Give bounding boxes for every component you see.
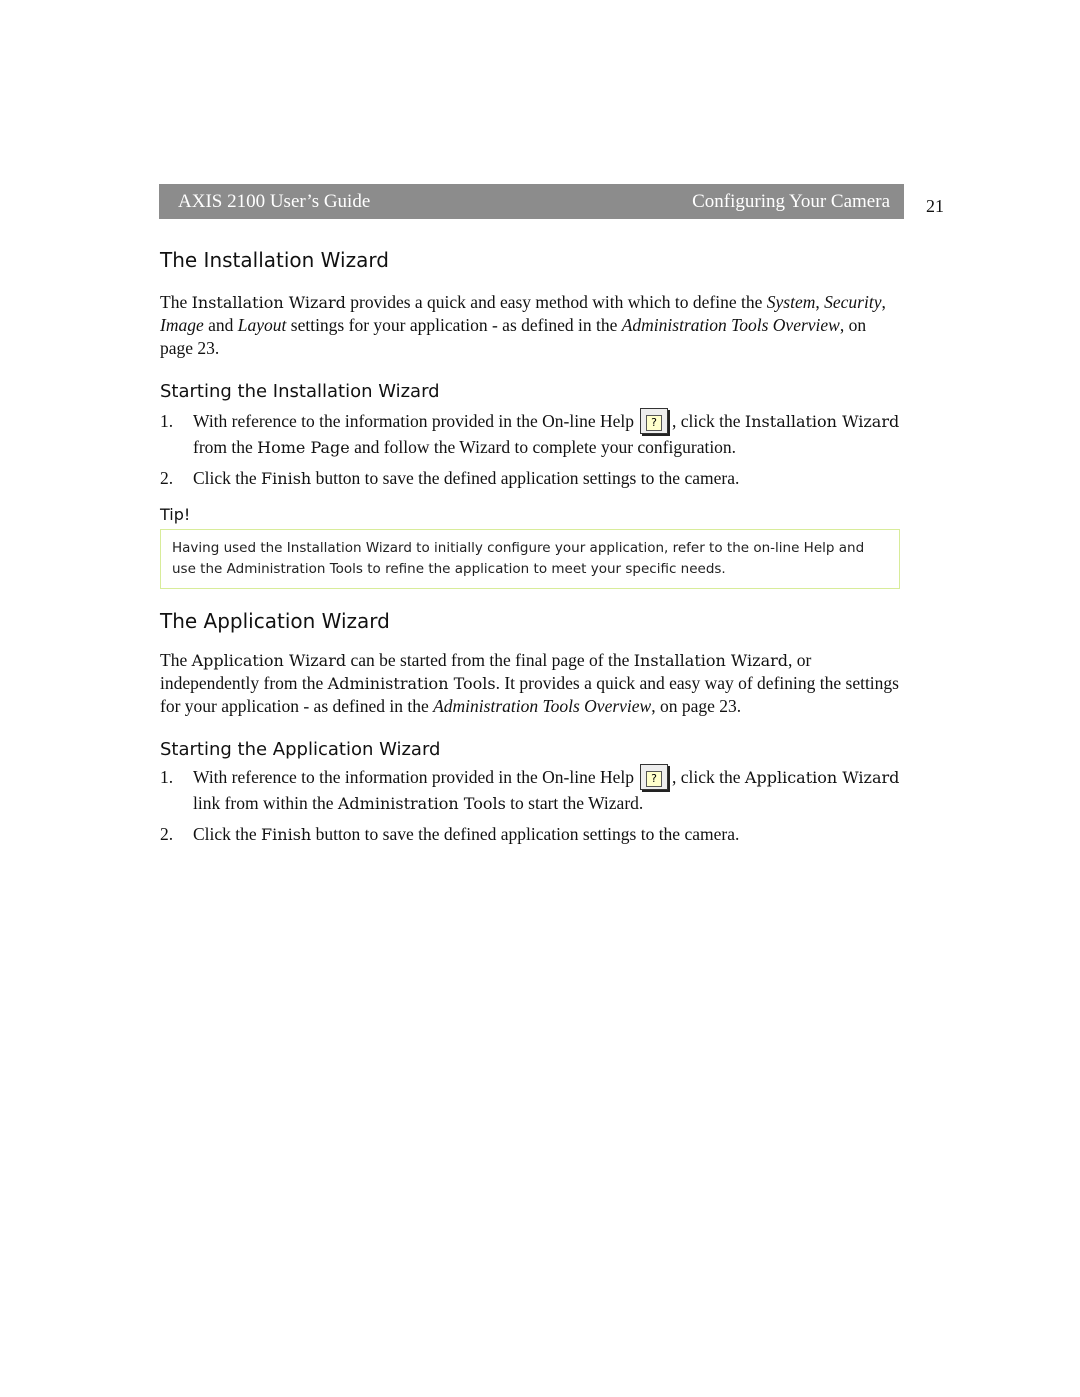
installation-step-2: 2. Click the Finish button to save the defined application settings to the camera.: [160, 468, 740, 488]
installation-wizard-intro: The Installation Wizard provides a quick and easy method with which to define the System, Security, Image and Layout settings for your application - as defined in the Administration Tools Overview, on page 23.: [160, 292, 886, 358]
application-steps: [160, 766, 900, 846]
step-number: 1.: [160, 767, 174, 787]
installation-wizard-heading: The Installation Wizard: [160, 248, 389, 272]
page-header-bar: [159, 184, 904, 219]
step-number: 1.: [160, 411, 174, 431]
application-wizard-heading: The Application Wizard: [160, 609, 390, 633]
application-step-1: 1. With reference to the information provided in the On-line Help ? , click the Application Wizard link from within the Administration Tools to start the Wizard.: [160, 766, 900, 815]
tip-text: Having used the Installation Wizard to initially configure your application, refer to the on-line Help and use the Administration Tools to refine the application to meet your specific needs.: [172, 540, 865, 577]
installation-step-1: 1. With reference to the information provided in the On-line Help ? , click the Installation Wizard from the Home Page and follow the Wizard to complete your configuration.: [160, 410, 900, 459]
help-icon: ?: [640, 764, 668, 790]
step-number: 2.: [160, 468, 174, 488]
application-wizard-intro: The Application Wizard can be started from the final page of the Installation Wizard, or independently from the Administration Tools. It provides a quick and easy way of defining the settings for your application - as defined in the Administration Tools Overview, on page 23.: [160, 650, 899, 716]
help-icon: ?: [640, 408, 668, 434]
guide-title: AXIS 2100 User’s Guide: [178, 191, 371, 212]
page-number: 21: [926, 196, 944, 216]
chapter-title: Configuring Your Camera: [692, 191, 890, 212]
installation-wizard-term: Installation Wizard: [191, 293, 346, 312]
installation-steps: [160, 410, 900, 490]
starting-application-wizard-heading: Starting the Application Wizard: [160, 739, 441, 760]
starting-installation-wizard-heading: Starting the Installation Wizard: [160, 381, 440, 402]
tip-box: [160, 529, 900, 589]
admin-tools-overview-reference: Administration Tools Overview: [433, 696, 652, 716]
page-content: [160, 248, 900, 846]
application-step-2: 2. Click the Finish button to save the defined application settings to the camera.: [160, 824, 740, 844]
step-number: 2.: [160, 824, 174, 844]
tip-label: Tip!: [160, 505, 191, 524]
admin-tools-overview-reference: Administration Tools Overview: [621, 315, 840, 335]
